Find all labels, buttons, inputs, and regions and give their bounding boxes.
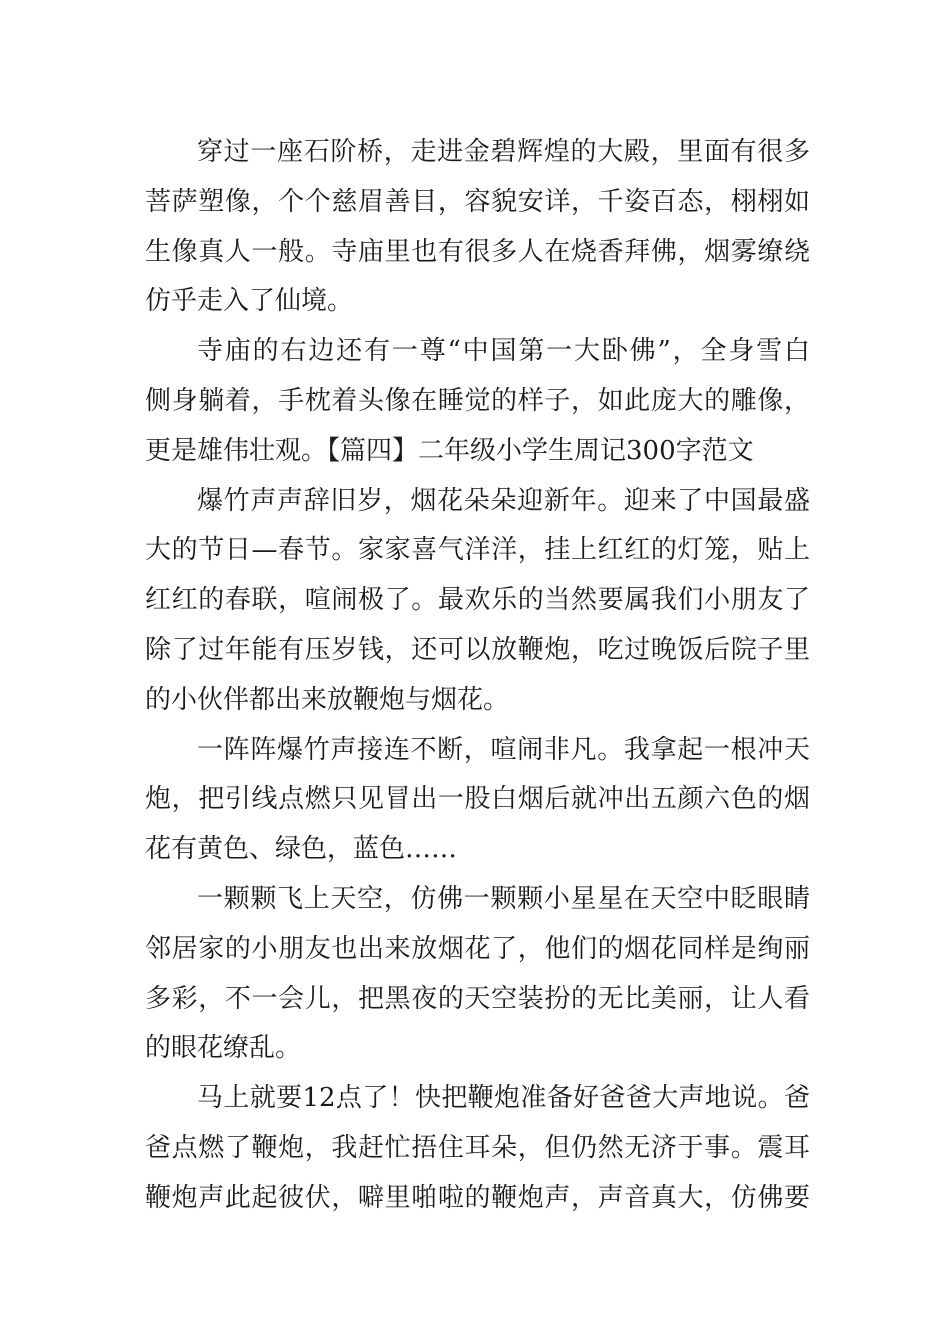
text-line: 一颗颗飞上天空，仿佛一颗颗小星星在天空中眨眼睛: [197, 883, 810, 914]
text-line: 除了过年能有压岁钱，还可以放鞭炮，吃过晚饭后院子里: [145, 634, 810, 665]
text-line: 生像真人一般。寺庙里也有很多人在烧香拜佛，烟雾缭绕: [145, 236, 810, 267]
text-line: 更是雄伟壮观。【篇四】二年级小学生周记300字范文: [145, 435, 754, 466]
text-line: 菩萨塑像，个个慈眉善目，容貌安详，千姿百态，栩栩如: [145, 186, 810, 217]
text-line: 侧身躺着，手枕着头像在睡觉的样子，如此庞大的雕像，: [145, 385, 810, 416]
text-line: 邻居家的小朋友也出来放烟花了，他们的烟花同样是绚丽: [145, 933, 810, 964]
text-line: 的眼花缭乱。: [145, 1033, 302, 1064]
text-line: 的小伙伴都出来放鞭炮与烟花。: [145, 684, 510, 715]
text-line: 爸点燃了鞭炮，我赶忙捂住耳朵，但仍然无济于事。震耳: [145, 1132, 810, 1163]
text-line: 爆竹声声辞旧岁，烟花朵朵迎新年。迎来了中国最盛: [197, 485, 810, 516]
text-line: 炮，把引线点燃只见冒出一股白烟后就冲出五颜六色的烟: [145, 784, 810, 815]
text-line: 鞭炮声此起彼伏，噼里啪啦的鞭炮声，声音真大，仿佛要: [145, 1182, 810, 1213]
text-line: 穿过一座石阶桥，走进金碧辉煌的大殿，里面有很多: [197, 137, 810, 167]
text-line: 寺庙的右边还有一尊“中国第一大卧佛”，全身雪白: [197, 336, 810, 367]
text-line: 马上就要12点了！快把鞭炮准备好爸爸大声地说。爸: [197, 1083, 810, 1114]
text-line: 花有黄色、绿色，蓝色……: [145, 834, 458, 865]
text-line: 大的节日—春节。家家喜气洋洋，挂上红红的灯笼，贴上: [145, 535, 810, 566]
text-line: 红红的春联，喧闹极了。最欢乐的当然要属我们小朋友了: [145, 585, 810, 616]
text-line: 多彩，不一会儿，把黑夜的天空装扮的无比美丽，让人看: [145, 983, 810, 1014]
text-line: 仿乎走入了仙境。: [145, 286, 354, 317]
article-body: [145, 128, 810, 1224]
text-line: 一阵阵爆竹声接连不断，喧闹非凡。我拿起一根冲天: [197, 734, 810, 765]
